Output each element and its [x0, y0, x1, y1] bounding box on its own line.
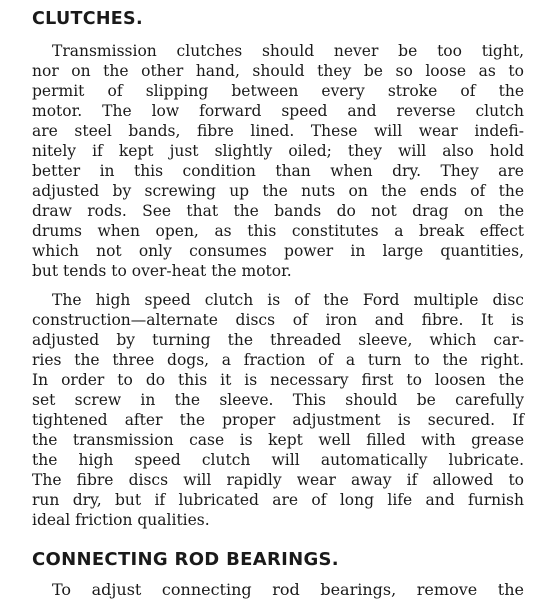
text-line: are steel bands, fibre lined. These will wear indefi-	[32, 122, 524, 140]
text-line: draw rods. See that the bands do not drag on the	[32, 202, 524, 220]
text-line: Transmission clutches should never be too tight,	[52, 42, 524, 60]
text-line: which not only consumes power in large quantities,	[32, 242, 524, 260]
section-heading-connecting-rod-bearings: CONNECTING ROD BEARINGS.	[32, 549, 339, 570]
text-line: adjusted by turning the threaded sleeve, which car-	[32, 331, 524, 349]
text-line: construction—alternate discs of iron and fibre. It is	[32, 311, 524, 329]
text-line: the transmission case is kept well filled with grease	[32, 431, 524, 449]
text-line: the high speed clutch will automatically lubricate.	[32, 451, 524, 469]
text-line: permit of slipping between every stroke of the	[32, 82, 524, 100]
text-line: To adjust connecting rod bearings, remove the	[52, 580, 524, 599]
text-line: The fibre discs will rapidly wear away if allowed to	[32, 471, 524, 489]
text-line: drums when open, as this constitutes a break effect	[32, 222, 524, 240]
text-line: In order to do this it is necessary first to loosen the	[32, 371, 524, 389]
text-line: better in this condition than when dry. They are	[32, 162, 524, 180]
text-line: ideal friction qualities.	[32, 511, 210, 529]
text-line: but tends to over-heat the motor.	[32, 262, 292, 280]
paragraph-connecting-rod-1	[32, 580, 524, 600]
paragraph-clutches-2	[32, 290, 524, 530]
text-line: ries the three dogs, a fraction of a turn to the right.	[32, 351, 524, 369]
text-line: nitely if kept just slightly oiled; they will also hold	[32, 142, 524, 160]
text-line: nor on the other hand, should they be so loose as to	[32, 62, 524, 80]
text-line: tightened after the proper adjustment is secured. If	[32, 411, 524, 429]
text-line: motor. The low forward speed and reverse clutch	[32, 102, 524, 120]
text-line: adjusted by screwing up the nuts on the ends of the	[32, 182, 524, 200]
paragraph-clutches-1	[32, 41, 524, 281]
section-heading-clutches: CLUTCHES.	[32, 9, 143, 29]
text-line: set screw in the sleeve. This should be carefully	[32, 391, 524, 409]
text-line: The high speed clutch is of the Ford multiple disc	[52, 291, 524, 309]
text-line: run dry, but if lubricated are of long life and furnish	[32, 491, 524, 509]
